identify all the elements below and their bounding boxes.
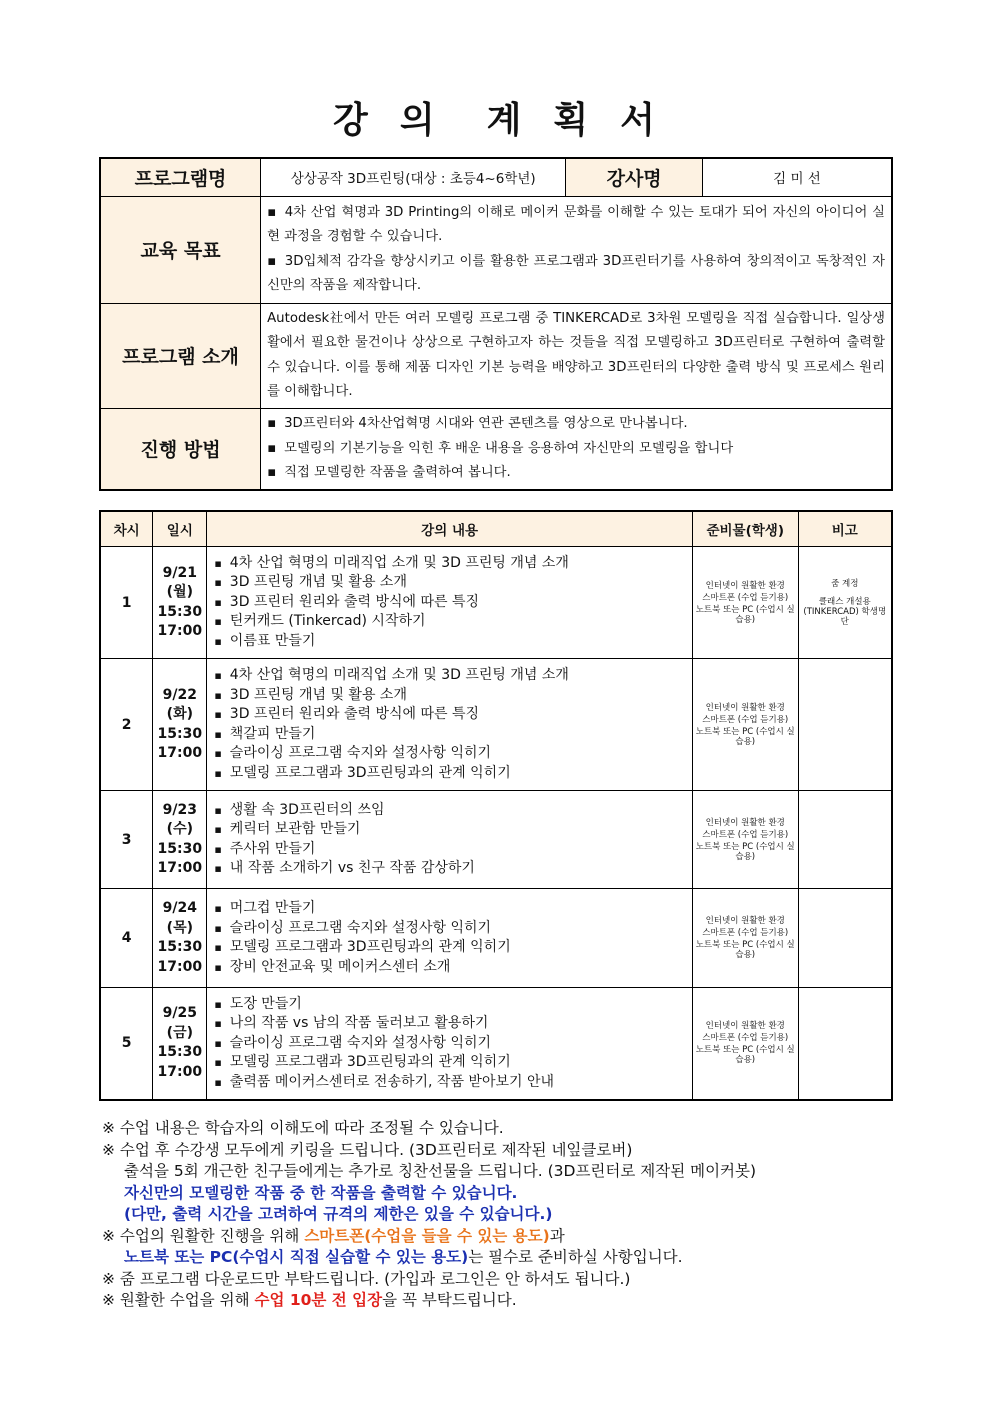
date-line: (수) <box>166 821 193 837</box>
session-number: 2 <box>100 659 153 791</box>
col-header-content: 강의 내용 <box>207 511 693 547</box>
session-date <box>153 659 207 791</box>
date-line: 15:30 <box>157 1044 203 1061</box>
prep-item: 스마트폰 (수업 듣기용) <box>702 928 789 938</box>
content-item: ▪ 4차 산업 혁명의 미래직업 소개 및 3D 프린팅 개념 소개 <box>214 666 691 686</box>
note-line <box>102 1290 902 1312</box>
date-line: 17:00 <box>157 745 203 761</box>
title-char: 서 <box>620 100 659 141</box>
content-item: ▪ 도장 만들기 <box>214 995 691 1015</box>
instructor-value: 김 미 선 <box>702 158 892 196</box>
note-line: ※ 줌 프로그램 다운로드만 부탁드립니다. (가입과 로그인은 안 하셔도 됩니다.) <box>102 1269 631 1288</box>
method-item: ▪ 3D프린터와 4차산업혁명 시대와 연관 콘텐츠를 영상으로 만나봅니다. <box>267 412 885 437</box>
content-item: ▪ 모델링 프로그램과 3D프린팅과의 관계 익히기 <box>214 764 691 784</box>
date-line: 15:30 <box>157 603 203 620</box>
title-char: 의 <box>399 100 439 141</box>
session-prep <box>692 791 798 889</box>
content-item: ▪ 슬라이싱 프로그램 숙지와 설정사항 익히기 <box>214 1034 691 1054</box>
session-prep <box>692 547 798 659</box>
date-line: 9/22 <box>162 686 198 703</box>
content-item: ▪ 머그컵 만들기 <box>214 899 691 919</box>
title-char: 강 <box>333 100 372 141</box>
method-item: ▪ 모델링의 기본기능을 익힌 후 배운 내용을 응용하여 자신만의 모델링을 합니다 <box>267 437 885 462</box>
content-item: ▪ 슬라이싱 프로그램 숙지와 설정사항 익히기 <box>214 919 691 939</box>
schedule-row <box>100 659 892 791</box>
date-line: 9/25 <box>162 1005 198 1022</box>
date-line: 9/21 <box>162 564 198 581</box>
content-item: ▪ 3D 프린터 원리와 출력 방식에 따른 특징 <box>214 593 691 613</box>
date-line: 17:00 <box>157 860 203 876</box>
content-item: ▪ 장비 안전교육 및 메이커스센터 소개 <box>214 958 691 978</box>
note-line: ※ 수업 내용은 학습자의 이해도에 따라 조정될 수 있습니다. <box>102 1119 504 1137</box>
session-content <box>207 659 693 791</box>
session-content <box>207 547 693 659</box>
title-char: 계 <box>486 100 526 141</box>
prep-item: 인터넷이 원활한 환경 <box>705 916 785 926</box>
session-date <box>153 889 207 988</box>
prep-item: 노트북 또는 PC (수업시 실습용) <box>695 841 795 862</box>
schedule-row <box>100 791 892 889</box>
content-item: ▪ 틴커캐드 (Tinkercad) 시작하기 <box>214 612 691 632</box>
schedule-table <box>99 510 893 1101</box>
col-header-note: 비고 <box>798 511 892 547</box>
note-line: (다만, 출력 시간을 고려하여 규격의 제한은 있을 수 있습니다.) <box>124 1205 553 1223</box>
session-note <box>798 791 892 889</box>
note-line <box>102 1226 902 1248</box>
content-item: ▪ 4차 산업 혁명의 미래직업 소개 및 3D 프린팅 개념 소개 <box>214 554 691 574</box>
intro-label: 프로그램 소개 <box>100 303 261 408</box>
session-note <box>798 889 892 988</box>
document-title <box>0 92 992 143</box>
goal-item: ▪ 4차 산업 혁명과 3D Printing의 이해로 메이커 문화를 이해할 수 있는 토대가 되어 자신의 아이디어 실현 과정을 경험할 수 있습니다. <box>267 201 885 250</box>
note-text: 는 필수로 준비하실 사항입니다. <box>468 1248 683 1266</box>
prep-item: 스마트폰 (수업 듣기용) <box>702 714 789 725</box>
prep-item: 노트북 또는 PC (수업시 실습용) <box>695 940 795 960</box>
method-label: 진행 방법 <box>100 408 261 490</box>
prep-item: 노트북 또는 PC (수업시 실습용) <box>695 1045 795 1066</box>
prep-item: 스마트폰 (수업 듣기용) <box>702 592 789 603</box>
prep-item: 스마트폰 (수업 듣기용) <box>702 1033 789 1044</box>
session-date <box>153 988 207 1100</box>
notes-section <box>102 1118 902 1312</box>
session-note <box>798 659 892 791</box>
col-header-prep: 준비물(학생) <box>692 511 798 547</box>
note-line: 출석을 5회 개근한 친구들에게는 추가로 칭찬선물을 드립니다. (3D프린터로 제작된 메이커봇) <box>124 1162 757 1180</box>
content-item: ▪ 나의 작품 vs 남의 작품 둘러보고 활용하기 <box>214 1014 691 1034</box>
date-line: 9/24 <box>162 900 198 916</box>
note-item: 클래스 개설용 (TINKERCAD) 학생명단 <box>803 596 887 627</box>
session-note <box>798 988 892 1100</box>
content-item: ▪ 출력품 메이커스센터로 전송하기, 작품 받아보기 안내 <box>214 1073 691 1093</box>
date-line: 15:30 <box>157 840 203 857</box>
note-line: ※ 수업 후 수강생 모두에게 키링을 드립니다. (3D프린터로 제작된 네잎클로버) <box>102 1140 633 1159</box>
program-info-table <box>99 157 893 491</box>
note-highlight: 노트북 또는 PC(수업시 직접 실습할 수 있는 용도) <box>124 1248 469 1266</box>
date-line: 9/23 <box>162 801 198 818</box>
date-line: 15:30 <box>157 725 203 742</box>
content-item: ▪ 3D 프린팅 개념 및 활용 소개 <box>214 573 691 593</box>
date-line: (화) <box>166 706 193 722</box>
prep-item: 인터넷이 원활한 환경 <box>705 702 785 713</box>
content-item: ▪ 내 작품 소개하기 vs 친구 작품 감상하기 <box>214 859 691 879</box>
session-content <box>207 791 693 889</box>
session-date <box>153 547 207 659</box>
prep-item: 스마트폰 (수업 듣기용) <box>702 829 789 840</box>
date-line: (목) <box>166 919 193 936</box>
session-prep <box>692 889 798 988</box>
note-highlight: 스마트폰(수업을 들을 수 있는 용도) <box>304 1226 550 1245</box>
date-line: 17:00 <box>157 1063 203 1080</box>
session-note <box>798 547 892 659</box>
content-item: ▪ 이름표 만들기 <box>214 632 691 652</box>
goal-label: 교육 목표 <box>100 196 261 303</box>
content-item: ▪ 주사위 만들기 <box>214 840 691 860</box>
prep-item: 인터넷이 원활한 환경 <box>705 1021 785 1032</box>
schedule-row <box>100 889 892 988</box>
goal-content <box>261 196 892 303</box>
note-line: 자신만의 모델링한 작품 중 한 작품을 출력할 수 있습니다. <box>124 1183 518 1202</box>
note-highlight: 수업 10분 전 입장 <box>254 1291 383 1309</box>
prep-item: 노트북 또는 PC (수업시 실습용) <box>695 726 795 747</box>
content-item: ▪ 슬라이싱 프로그램 숙지와 설정사항 익히기 <box>214 744 691 764</box>
session-number: 3 <box>100 791 153 889</box>
intro-text: Autodesk社에서 만든 여러 모델링 프로그램 중 TINKERCAD로 3차원 모델링을 직접 실습합니다. 일상생활에서 필요한 물건이나 상상으로 구현하고자 하는 것들을 직접 모델링하고 3D프린터로 구현하여 출력할 수 있습니다. 이를 통해 제품 디자인 기본 능력을 배양하고 3D프린터의 다양한 출력 방식 및 프로세스 원리를 이해합니다. <box>261 303 892 408</box>
content-item: ▪ 생활 속 3D프린터의 쓰임 <box>214 801 691 821</box>
session-number: 1 <box>100 547 153 659</box>
schedule-row <box>100 547 892 659</box>
session-prep <box>692 659 798 791</box>
goal-item: ▪ 3D입체적 감각을 향상시키고 이를 활용한 프로그램과 3D프린터기를 사용하여 창의적이고 독창적인 자신만의 작품을 제작합니다. <box>267 250 885 299</box>
method-content <box>261 408 892 490</box>
date-line: (월) <box>166 584 193 600</box>
session-date <box>153 791 207 889</box>
note-text: 과 <box>549 1226 565 1245</box>
note-text: ※ 수업의 원활한 진행을 위해 <box>102 1226 305 1245</box>
date-line: 17:00 <box>157 623 203 639</box>
content-item: ▪ 케릭터 보관함 만들기 <box>214 820 691 840</box>
note-text: 을 꼭 부탁드립니다. <box>382 1291 517 1309</box>
note-item: 줌 계정 <box>831 578 859 589</box>
date-line: 15:30 <box>157 939 203 955</box>
content-item: ▪ 책갈피 만들기 <box>214 725 691 745</box>
prep-item: 인터넷이 원활한 환경 <box>705 817 785 828</box>
session-prep <box>692 988 798 1100</box>
date-line: (금) <box>166 1024 193 1041</box>
content-item: ▪ 3D 프린터 원리와 출력 방식에 따른 특징 <box>214 705 691 725</box>
title-char: 획 <box>553 100 593 141</box>
program-name-value: 상상공작 3D프린팅(대상 : 초등4~6학년) <box>261 158 566 196</box>
prep-item: 인터넷이 원활한 환경 <box>705 580 785 591</box>
note-text: ※ 원활한 수업을 위해 <box>102 1291 255 1309</box>
session-content <box>207 889 693 988</box>
program-name-label: 프로그램명 <box>100 158 261 196</box>
session-content <box>207 988 693 1100</box>
content-item: ▪ 3D 프린팅 개념 및 활용 소개 <box>214 686 691 706</box>
schedule-row <box>100 988 892 1100</box>
col-header-session: 차시 <box>100 511 153 547</box>
date-line: 17:00 <box>157 958 203 975</box>
session-number: 4 <box>100 889 153 988</box>
prep-item: 노트북 또는 PC (수업시 실습용) <box>695 604 795 625</box>
content-item: ▪ 모델링 프로그램과 3D프린팅과의 관계 익히기 <box>214 1053 691 1073</box>
content-item: ▪ 모델링 프로그램과 3D프린팅과의 관계 익히기 <box>214 938 691 958</box>
col-header-date: 일시 <box>153 511 207 547</box>
note-line <box>102 1247 902 1269</box>
instructor-label: 강사명 <box>566 158 703 196</box>
session-number: 5 <box>100 988 153 1100</box>
method-item: ▪ 직접 모델링한 작품을 출력하여 봅니다. <box>267 461 885 486</box>
